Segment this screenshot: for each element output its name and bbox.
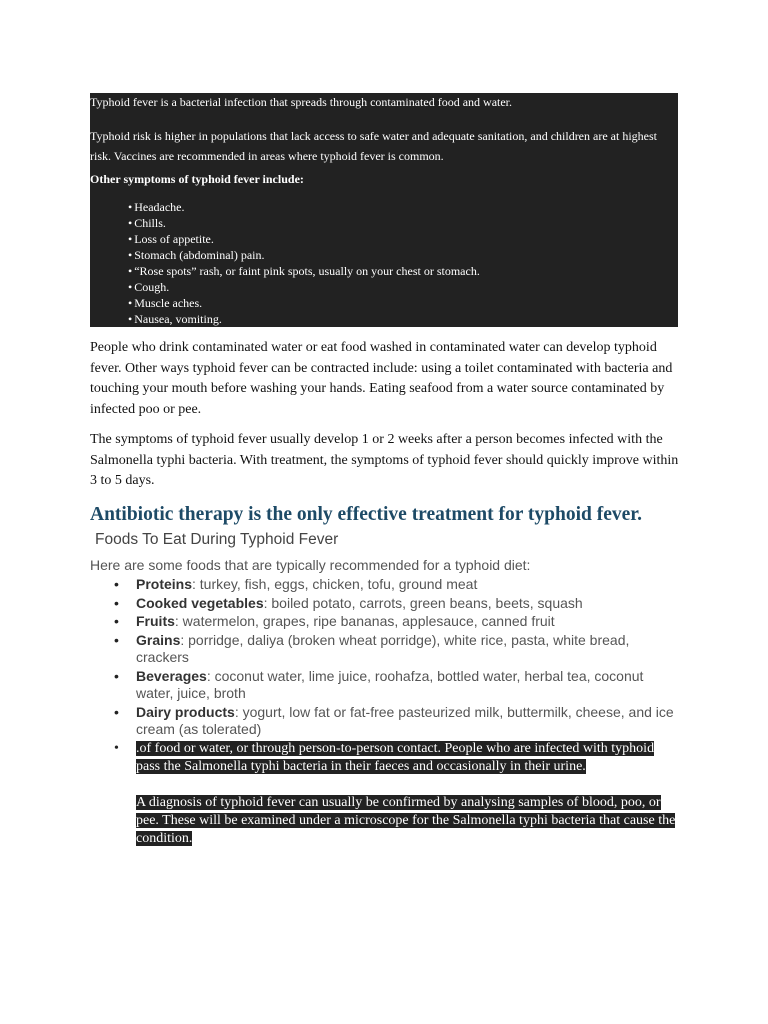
symptom-item: • Loss of appetite.	[128, 231, 480, 247]
list-item	[90, 595, 680, 613]
list-item	[90, 740, 680, 848]
foods-list	[90, 576, 680, 849]
risk-paragraph: Typhoid risk is higher in populations that lack access to safe water and adequate sanitation, and children are at highest risk. Vaccines are recommended in areas where typhoid fever is common.	[90, 129, 657, 163]
symptom-item: • Headache.	[128, 199, 480, 215]
symptoms-list	[128, 199, 480, 327]
foods-intro: Here are some foods that are typically recommended for a typhoid diet:	[90, 557, 531, 573]
food-examples: : yogurt, low fat or fat-free pasteurized milk, buttermilk, cheese, and ice cream (as tolerated)	[136, 703, 674, 737]
food-category: Fruits	[136, 613, 175, 629]
symptoms-heading: Other symptoms of typhoid fever include:	[90, 172, 304, 186]
bullet-icon: •	[114, 703, 119, 720]
transmission-paragraph: People who drink contaminated water or eat food washed in contaminated water can develop typhoid fever. Other ways typhoid fever can be contracted include: using a toilet contaminated with bacteria and touching your mouth before washing your hands. Eating seafood from a water source contaminated by infected poo or pee.	[90, 340, 673, 417]
symptom-item: • Nausea, vomiting.	[128, 311, 480, 327]
list-item	[90, 576, 680, 594]
food-category: Cooked vegetables	[136, 594, 264, 611]
food-examples: : boiled potato, carrots, green beans, beets, squash	[263, 594, 583, 611]
list-item	[90, 668, 680, 703]
diagnosis-block	[136, 794, 680, 848]
list-item	[90, 704, 680, 739]
symptom-item: • Muscle aches.	[128, 295, 480, 311]
bullet-icon: •	[114, 667, 119, 684]
food-examples: : watermelon, grapes, ripe bananas, applesauce, canned fruit	[174, 613, 555, 629]
list-item	[90, 632, 680, 667]
bullet-icon: •	[114, 613, 119, 629]
food-examples: : coconut water, lime juice, roohafza, bottled water, herbal tea, coconut water, juice, broth	[136, 667, 644, 701]
intro-paragraph: Typhoid fever is a bacterial infection that spreads through contaminated food and water.	[90, 95, 513, 109]
foods-heading: Foods To Eat During Typhoid Fever	[95, 531, 339, 548]
onset-paragraph: The symptoms of typhoid fever usually develop 1 or 2 weeks after a person becomes infected with the Salmonella typhi bacteria. With treatment, the symptoms of typhoid fever should quickly improve within 3 to 5 days.	[90, 432, 679, 488]
food-category: Proteins	[136, 576, 193, 592]
food-category: Grains	[136, 631, 181, 648]
bullet-icon: •	[114, 594, 119, 611]
symptom-item: • Chills.	[128, 215, 480, 231]
bullet-icon: •	[114, 740, 119, 756]
diagnosis-text: A diagnosis of typhoid fever can usually be confirmed by analysing samples of blood, poo, or pee. These will be examined under a microscope for the Salmonella typhi bacteria that cause the condition.	[136, 794, 676, 846]
food-category: Dairy products	[136, 703, 235, 720]
bullet-icon: •	[114, 576, 119, 592]
contact-transmission-text: .of food or water, or through person-to-person contact. People who are infected with typhoid pass the Salmonella typhi bacteria in their faeces and occasionally in their urine.	[136, 740, 655, 774]
antibiotic-heading: Antibiotic therapy is the only effective treatment for typhoid fever.	[90, 504, 643, 525]
highlighted-info-box	[90, 93, 678, 327]
list-item	[90, 613, 680, 631]
food-examples: : porridge, daliya (broken wheat porridge), white rice, pasta, white bread, crackers	[136, 631, 630, 665]
bullet-icon: •	[114, 631, 119, 648]
symptom-item: • Stomach (abdominal) pain.	[128, 247, 480, 263]
symptom-item: • Cough.	[128, 279, 480, 295]
food-examples: : turkey, fish, eggs, chicken, tofu, ground meat	[192, 576, 478, 592]
symptom-item: • “Rose spots” rash, or faint pink spots, usually on your chest or stomach.	[128, 263, 480, 279]
food-category: Beverages	[136, 667, 207, 684]
